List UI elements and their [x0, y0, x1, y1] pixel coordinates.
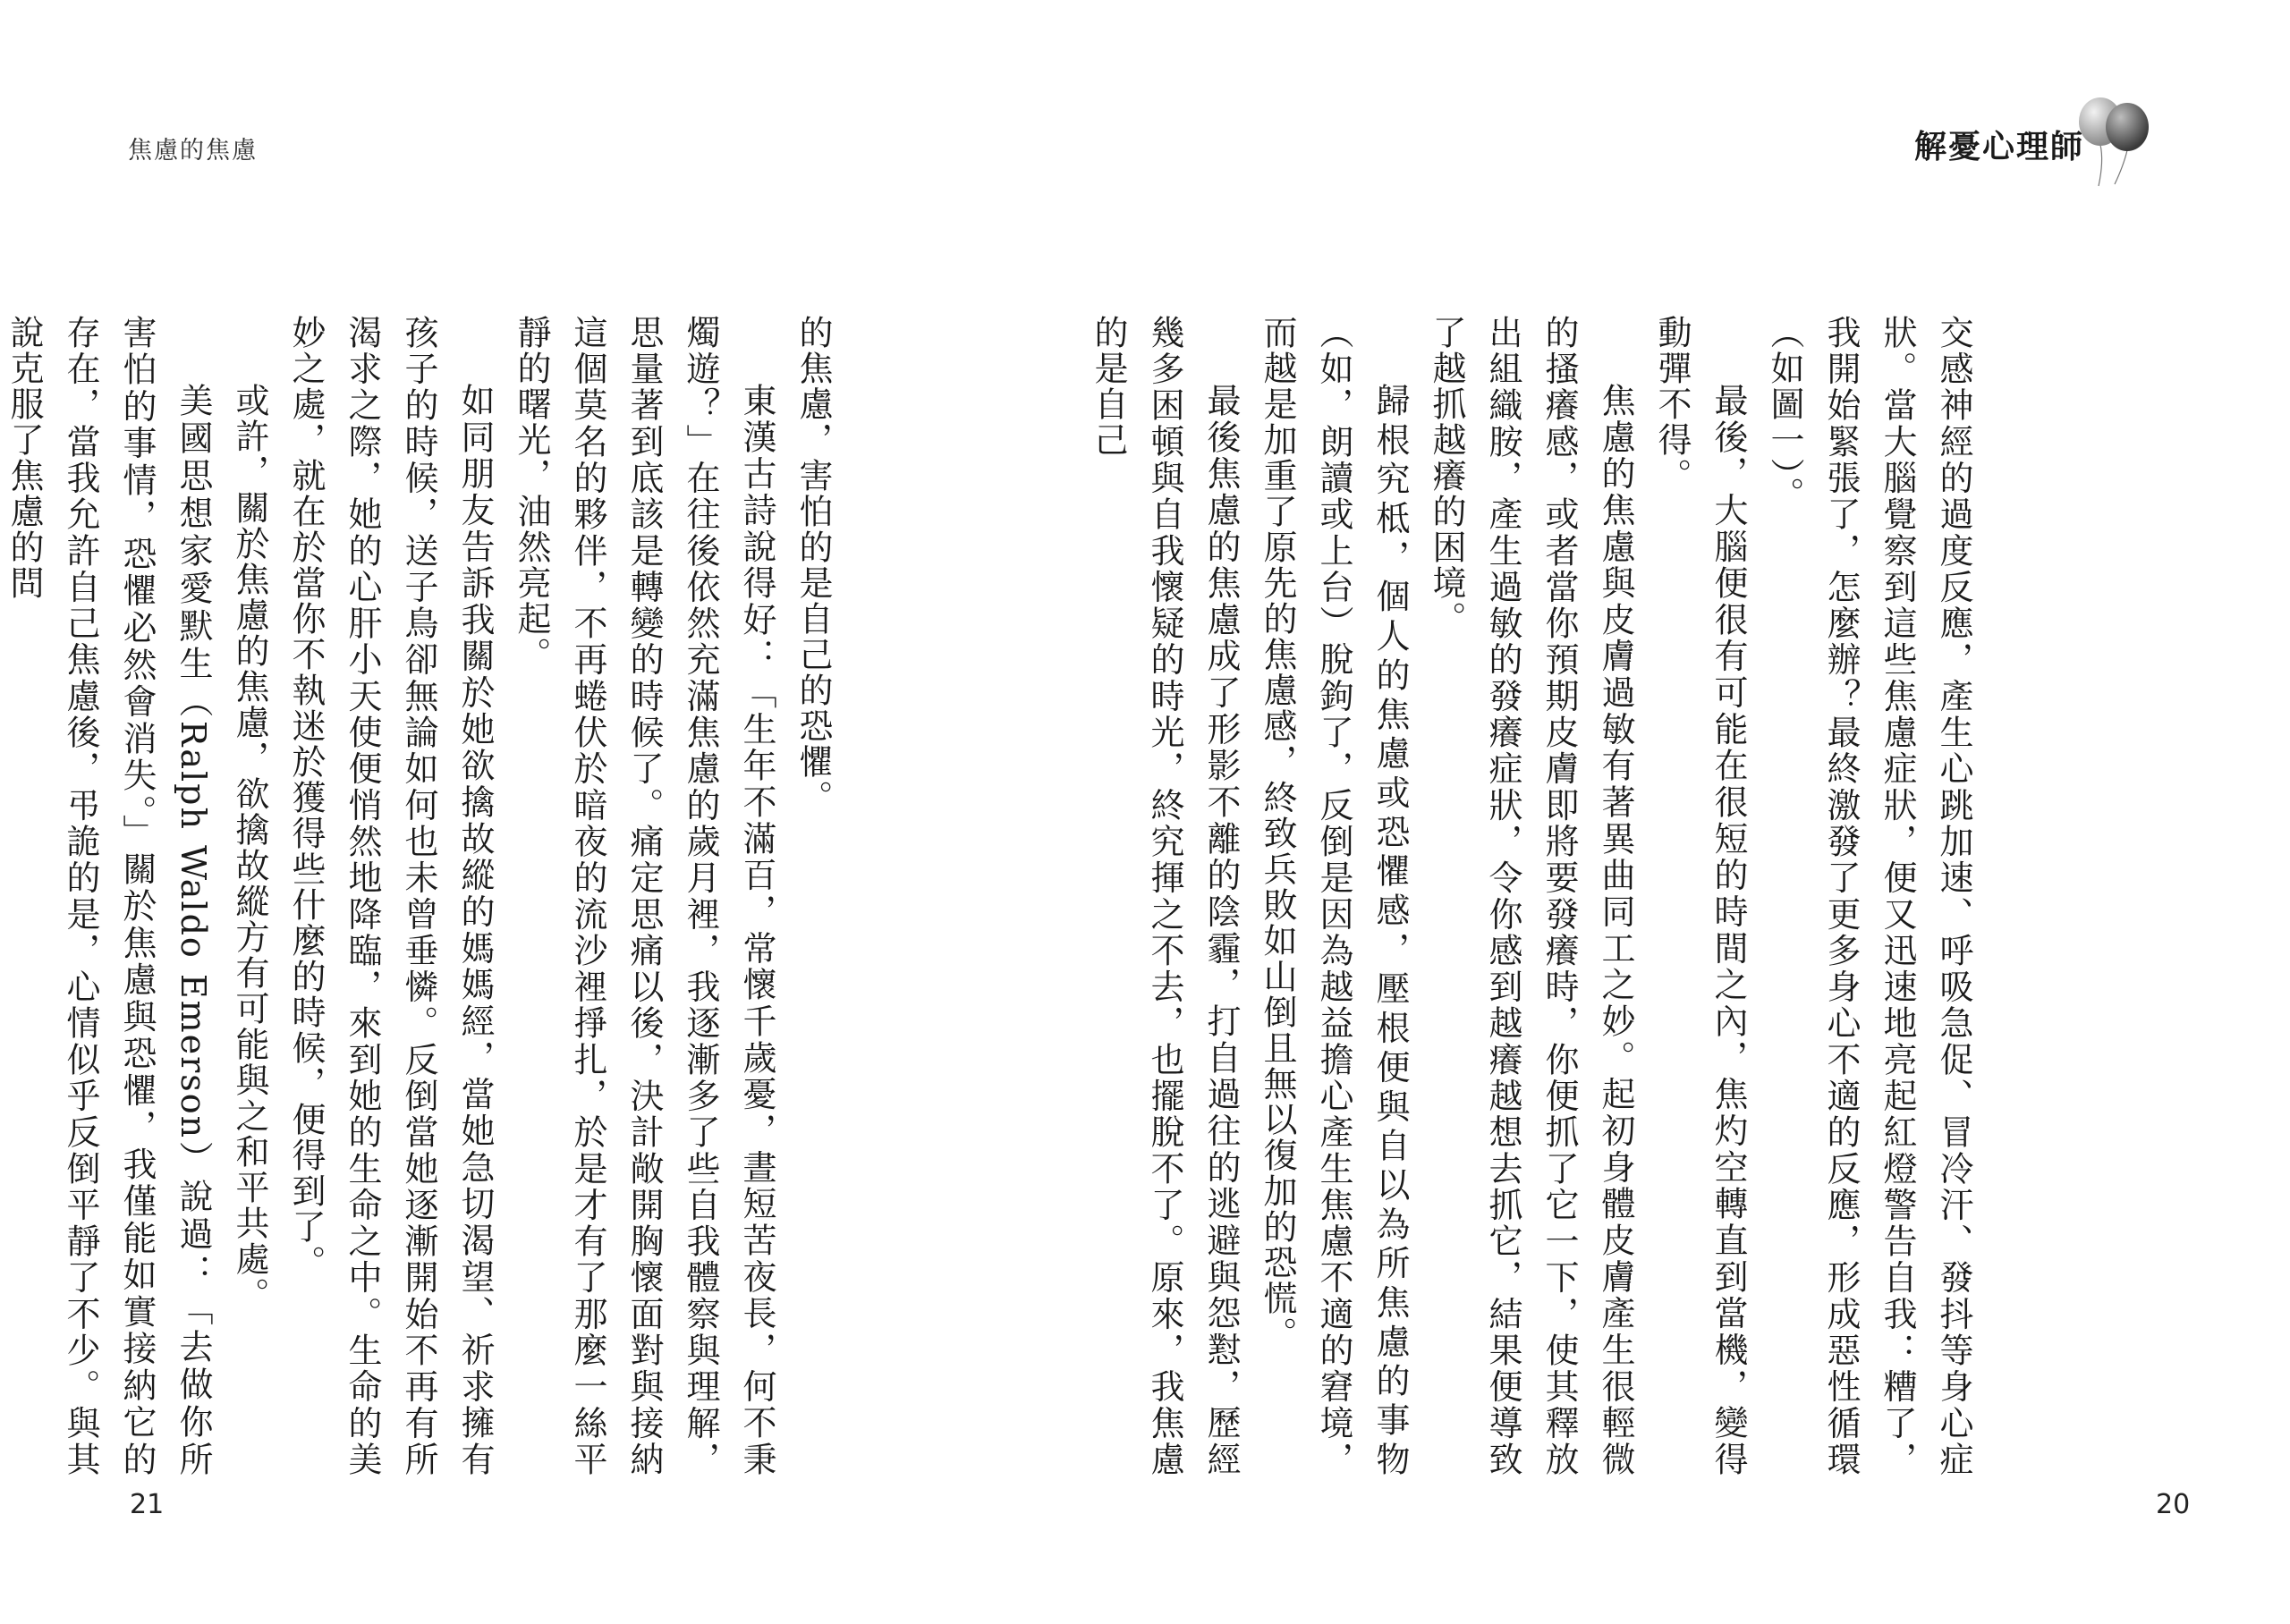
chapter-title: 焦慮的焦慮 — [128, 137, 258, 165]
balloons-icon — [2074, 89, 2154, 188]
paragraph: 美國思想家愛默生（Ralph Waldo Emerson）說過：「去做你所害怕的事情，恐懼必然會消失。」關於焦慮與恐懼，我僅能如實接納它的存在，當我允許自己焦慮後，弔詭的是，心情似乎反倒平靜了不少。與其說克服了焦慮的問 — [4, 315, 213, 1477]
paragraph: 如同朋友告訴我關於她欲擒故縱的媽媽經，當她急切渴望、祈求擁有孩子的時候，送子鳥卻無論如何也未曾垂憐。反倒當她逐漸開始不再有所渴求之際，她的心肝小天使便悄然地降臨，來到她的生命之中。生命的美妙之處，就在於當你不執迷於獲得些什麼的時候，便得到了。 — [286, 315, 495, 1477]
paragraph: 歸根究柢，個人的焦慮或恐懼感，壓根便與自以為所焦慮的事物（如，朗讀或上台）脫鉤了，反倒是因為越益擔心產生焦慮不適的窘境，而越是加重了原先的焦慮感，終致兵敗如山倒且無以復加的恐慌。 — [1258, 315, 1410, 1477]
paragraph: 或許，關於焦慮的焦慮，欲擒故縱方有可能與之和平共處。 — [230, 383, 269, 1313]
paragraph: 最後，大腦便很有可能在很短的時間之內，焦灼空轉直到當機，變得動彈不得。 — [1652, 315, 1748, 1477]
paragraph: 東漢古詩說得好：「生年不滿百，常懷千歲憂，晝短苦夜長，何不秉燭遊？」在往後依然充滿焦慮的歲月裡，我逐漸多了些自我體察與理解，思量著到底該是轉變的時候了。痛定思痛以後，決計敞開胸懷面對與接納這個莫名的夥伴，不再蜷伏於暗夜的流沙裡掙扎，於是才有了那麼一絲平靜的曙光，油然亮起。 — [512, 315, 776, 1477]
paragraph: 焦慮的焦慮與皮膚過敏有著異曲同工之妙。起初身體皮膚產生很輕微的搔癢感，或者當你預期皮膚即將要發癢時，你便抓了它一下，使其釋放出組織胺，產生過敏的發癢症狀，令你感到越癢越想去抓它，結果便導致了越抓越癢的困境。 — [1427, 315, 1635, 1477]
paragraph: 的焦慮，害怕的是自己的恐懼。 — [793, 315, 833, 816]
paragraph: 交感神經的過度反應，產生心跳加速、呼吸急促、冒冷汗、發抖等身心症狀。當大腦覺察到這些焦慮症狀，便又迅速地亮起紅燈警告自我：糟了，我開始緊張了，怎麼辦？最終激發了更多身心不適的反應，形成惡性循環（如圖一）。 — [1765, 315, 1973, 1477]
right-page-body — [1089, 315, 1981, 1477]
left-page-body — [4, 315, 841, 1477]
page-number-left: 21 — [130, 1489, 165, 1520]
paragraph: 最後焦慮的焦慮成了形影不離的陰霾，打自過往的逃避與怨懟，歷經幾多困頓與自我懷疑的時光，終究揮之不去，也擺脫不了。原來，我焦慮的是自己 — [1089, 315, 1241, 1477]
book-title: 解憂心理師 — [1914, 129, 2085, 165]
page-number-right: 20 — [2156, 1489, 2191, 1520]
